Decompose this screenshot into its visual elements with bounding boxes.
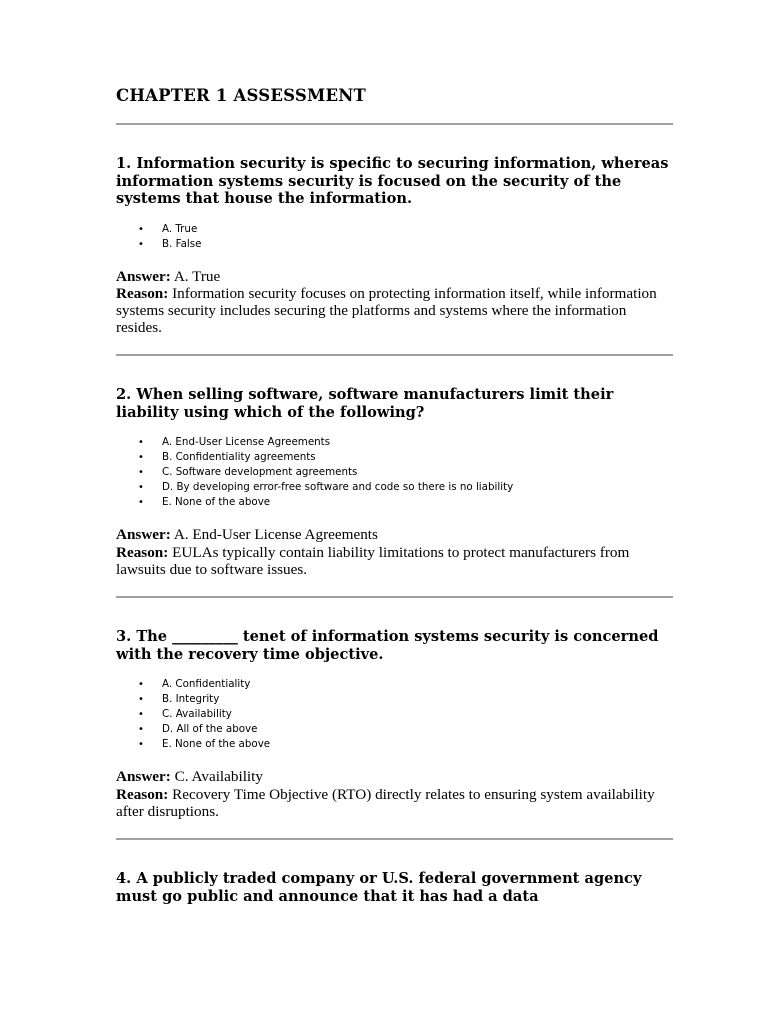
option-label: E. None of the above <box>162 496 271 509</box>
bullet-icon: • <box>138 724 144 736</box>
bullet-icon: • <box>138 452 144 464</box>
question-4 <box>116 870 676 905</box>
answer-label: Answer: <box>116 267 171 285</box>
bullet-icon: • <box>138 437 144 448</box>
options-list <box>116 677 676 752</box>
reason-line <box>116 285 661 336</box>
option-label: B. False <box>162 237 202 250</box>
option-label: A. Confidentiality <box>162 678 251 690</box>
answer-line <box>116 268 676 286</box>
option-item <box>138 495 676 510</box>
divider <box>116 123 673 125</box>
option-label: D. By developing error-free software and code so there is no liability <box>162 481 514 494</box>
reason-line <box>116 786 661 820</box>
answer-value: C. Availability <box>174 768 263 786</box>
reason-value: Recovery Time Objective (RTO) directly relates to ensuring system availability after disruptions. <box>116 785 655 820</box>
option-item <box>138 737 676 752</box>
option-item <box>138 435 676 450</box>
page-title: CHAPTER 1 ASSESSMENT <box>116 86 366 105</box>
question-text: 2. When selling software, software manufacturers limit their liability using which of the following? <box>116 386 614 421</box>
question-text: 1. Information security is specific to securing information, whereas information systems security is focused on the security of the systems that house the information. <box>116 155 669 207</box>
answer-label: Answer: <box>116 768 171 786</box>
option-label: B. Confidentiality agreements <box>162 451 316 464</box>
question-1 <box>116 155 676 336</box>
option-label: C. Availability <box>162 708 232 721</box>
bullet-icon: • <box>138 223 144 235</box>
reason-value: Information security focuses on protecting information itself, while information systems security includes securing the platforms and systems where the information resides. <box>116 285 657 337</box>
question-text: 3. The _________ tenet of information systems security is concerned with the recovery time objective. <box>116 628 659 663</box>
option-label: A. End-User License Agreements <box>162 436 331 448</box>
option-item <box>138 222 676 237</box>
answer-value: A. True <box>173 267 221 285</box>
reason-label: Reason: <box>116 285 169 303</box>
options-list <box>116 435 676 510</box>
option-item <box>138 677 676 692</box>
answer-value: A. End-User License Agreements <box>173 526 378 544</box>
option-label: D. All of the above <box>162 723 258 736</box>
answer-line <box>116 526 676 544</box>
bullet-icon: • <box>138 694 144 706</box>
question-text: 4. A publicly traded company or U.S. federal government agency must go public and announce that it has had a data <box>116 870 642 905</box>
question-2 <box>116 386 676 578</box>
option-item <box>138 692 676 707</box>
bullet-icon: • <box>138 739 144 751</box>
reason-line <box>116 544 661 578</box>
options-list <box>116 222 676 252</box>
option-item <box>138 450 676 465</box>
divider <box>116 596 673 598</box>
answer-label: Answer: <box>116 526 171 544</box>
bullet-icon: • <box>138 679 144 690</box>
divider <box>116 354 673 356</box>
bullet-icon: • <box>138 482 144 494</box>
reason-label: Reason: <box>116 543 169 561</box>
bullet-icon: • <box>138 709 144 721</box>
option-item <box>138 465 676 480</box>
option-item <box>138 707 676 722</box>
bullet-icon: • <box>138 238 144 250</box>
bullet-icon: • <box>138 497 144 509</box>
option-label: E. None of the above <box>162 738 271 751</box>
answer-line <box>116 768 676 786</box>
option-label: B. Integrity <box>162 693 220 706</box>
option-item <box>138 722 676 737</box>
divider <box>116 838 673 840</box>
option-label: C. Software development agreements <box>162 466 358 479</box>
reason-label: Reason: <box>116 785 169 803</box>
option-label: A. True <box>162 222 198 235</box>
question-3 <box>116 628 676 820</box>
reason-value: EULAs typically contain liability limitations to protect manufacturers from lawsuits due to software issues. <box>116 543 630 578</box>
bullet-icon: • <box>138 467 144 479</box>
option-item <box>138 480 676 495</box>
option-item <box>138 237 676 252</box>
